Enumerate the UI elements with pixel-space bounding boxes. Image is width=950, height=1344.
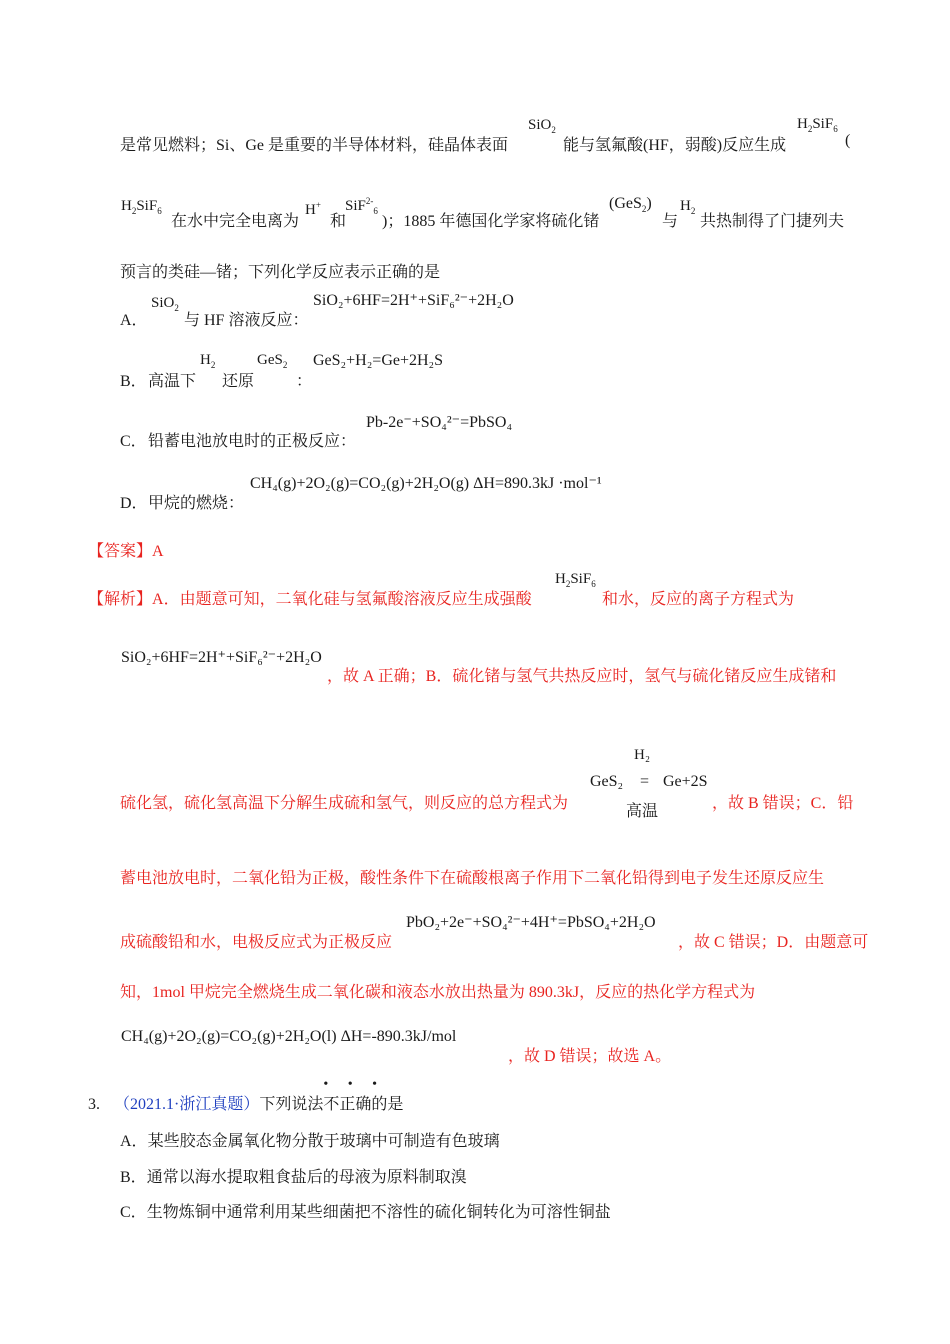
analysis-line-2: ，故 A 正确；B．硫化锗与氢气共热反应时，氢气与硫化锗反应生成锗和 — [327, 668, 837, 685]
intro-line-3: 预言的类硅—锗；下列化学反应表示正确的是 — [120, 264, 441, 281]
option-d-equation: CH₄(g)+2O₂(g)=CO₂(g)+2H₂O(g) ΔH=890.3kJ ·mol⁻¹ — [250, 475, 602, 492]
option-a-sio2: SiO$_2$ — [151, 295, 179, 313]
option-a-text: 与 HF 溶液反应： — [184, 312, 309, 329]
option-b-text-post: ： — [296, 373, 313, 390]
question-number: 3. — [88, 1096, 100, 1113]
analysis-equation-2: H₂ GeS₂ = Ge+2S 高温 — [590, 747, 708, 820]
option-b-text-mid: 还原 — [222, 373, 255, 390]
emphasis-not-correct: • • • 不正确 — [323, 1077, 386, 1113]
option-b-label: B． — [120, 373, 147, 390]
option-a-label: A． — [120, 312, 148, 329]
intro-line-2a: 在水中完全电离为 — [171, 213, 300, 230]
intro-text: 是常见燃料；Si、Ge 是重要的半导体材料，硅晶体表面 — [120, 137, 509, 154]
intro-line-1 — [120, 132, 508, 155]
analysis-line-7: ，故 D 错误；故选 A。 — [508, 1048, 672, 1065]
formula-sio2: SiO$_2$ — [528, 117, 556, 135]
analysis-equation-1: SiO₂+6HF=2H⁺+SiF₆²⁻+2H₂O — [121, 649, 322, 666]
analysis-line-3: 硫化氢，硫化氢高温下分解生成硫和氢气，则反应的总方程式为 — [120, 795, 569, 812]
option-d-label: D． — [120, 495, 148, 512]
option-b-ges2: GeS$_2$ — [257, 352, 288, 370]
answer-value: A — [152, 543, 164, 560]
analysis-line-3b: ，故 B 错误；C．铅 — [712, 795, 854, 812]
intro-with: 与 — [662, 213, 679, 230]
formula-h2: $H_2$ — [680, 198, 696, 216]
intro-and: 和 — [330, 213, 347, 230]
formula-ges2: (GeS$_2$) — [609, 195, 652, 215]
answer-line — [88, 538, 164, 561]
analysis-line-1b: 和水，反应的离子方程式为 — [602, 591, 795, 608]
analysis-equation-3: PbO₂+2e⁻+SO₄²⁻+4H⁺=PbSO₄+2H₂O — [406, 914, 656, 931]
option-d-text: 甲烷的燃烧： — [148, 495, 245, 512]
option-c-label: C． — [120, 433, 147, 450]
question-3-option-a: A．某些胶态金属氧化物分散于玻璃中可制造有色玻璃 — [120, 1133, 500, 1150]
analysis-h2sif6: $H_2SiF_6$ — [555, 571, 596, 589]
option-a-equation: SiO₂+6HF=2H⁺+SiF₆²⁻+2H₂O — [313, 292, 514, 309]
option-c-equation: Pb-2e⁻+SO₄²⁻=PbSO₄ — [366, 414, 513, 431]
option-b-text-pre: 高温下 — [148, 373, 197, 390]
answer-tag: 【答案】 — [88, 543, 153, 560]
question-3-stem: 3. （2021.1·浙江真题）下列说法 • • • 不正确的是 — [88, 1077, 404, 1113]
formula-hplus: H+ — [305, 200, 321, 218]
intro-line-1b: 能与氢氟酸(HF，弱酸)反应生成 — [563, 137, 787, 154]
analysis-equation-4: CH₄(g)+2O₂(g)=CO₂(g)+2H₂O(l) ΔH=-890.3kJ/mol — [121, 1028, 457, 1045]
analysis-line-5: 成硫酸铅和水，电极反应式为正极反应 — [120, 934, 393, 951]
analysis-line-6: 知，1mol 甲烷完全燃烧生成二氧化碳和液态水放出热量为 890.3kJ，反应的热化学方程式为 — [120, 984, 756, 1001]
open-paren: ( — [845, 132, 851, 149]
analysis-tag: 【解析】 — [88, 591, 153, 608]
analysis-line-1: 【解析】A．由题意可知，二氧化硅与氢氟酸溶液反应生成强酸 — [88, 591, 532, 608]
intro-line-2b: )；1885 年德国化学家将硫化锗 — [382, 213, 600, 230]
option-c-text: 铅蓄电池放电时的正极反应： — [148, 433, 357, 450]
formula-h2sif6: $H_2SiF_6$ — [797, 116, 838, 134]
analysis-line-5b: ，故 C 错误；D．由题意可 — [678, 934, 869, 951]
option-b-h2: $H_2$ — [200, 352, 216, 370]
formula-sif6: SiF$^{2-}_6$ — [345, 196, 378, 216]
intro-line-2c: 共热制得了门捷列夫 — [700, 213, 845, 230]
question-source: （2021.1·浙江真题） — [114, 1096, 260, 1113]
formula-h2sif6-2: $H_2SiF_6$ — [121, 198, 162, 216]
question-3-option-c: C．生物炼铜中通常利用某些细菌把不溶性的硫化铜转化为可溶性铜盐 — [120, 1204, 611, 1221]
question-3-option-b: B．通常以海水提取粗食盐后的母液为原料制取溴 — [120, 1169, 467, 1186]
analysis-line-4: 蓄电池放电时，二氧化铅为正极，酸性条件下在硫酸根离子作用下二氧化铅得到电子发生还原反应生 — [120, 870, 825, 887]
option-b-equation: GeS₂+H₂=Ge+2H₂S — [313, 352, 444, 369]
